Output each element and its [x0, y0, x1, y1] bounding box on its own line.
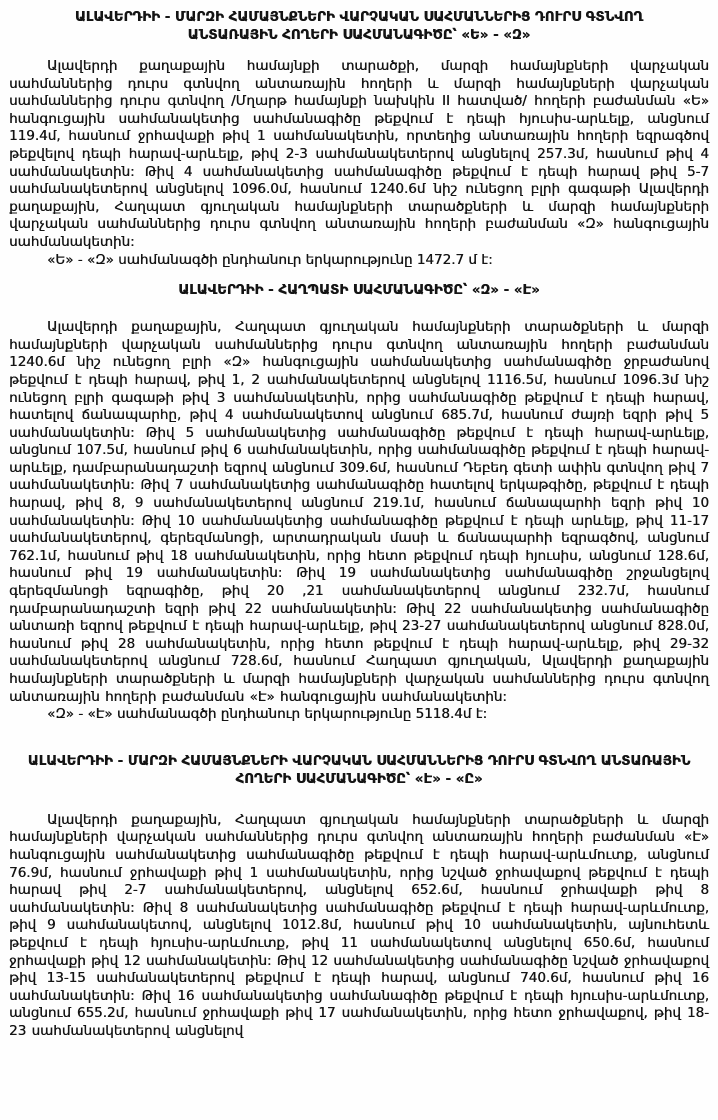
heading-boundary-e-y: ԱԼԱՎԵՐԴԻԻ - ՄԱՐԶԻ ՀԱՄԱՅՆՔՆԵՐԻ ՎԱՐՉԱԿԱՆ ՍԱՀՄԱՆՆԵՐԻՑ ԴՈՒՐՍ ԳՏՆՎՈՂ ԱՆՏԱՌԱՅԻՆ ՀՈՂԵՐԻ ՍԱՀՄԱՆԱԳԻԾԸ՝ «Է» - «Ը» — [27, 753, 691, 787]
heading-boundary-haghpat-z-e: ԱԼԱՎԵՐԴԻԻ - ՀԱՂՊԱՏԻ ՍԱՀՄԱՆԱԳԻԾԸ՝ «Զ» - «Է» — [178, 283, 540, 299]
paragraph-boundary-e-y: Ալավերդի քաղաքային, Հաղպատ գյուղական համայնքների տարածքների և մարզի համայնքների վարչական սահմաններից դուրս գտնվող անտառային հողերի բաժանման «Է» հանգուցային սահմանակետից սահմանագիծը թեքվում է դեպի հարավ-արևմուտք, անցնում 76.9մ, հասնում ջրհավաքի թիվ 1 սահմանակետին, որից նշված ջրհավաքով թեքվում է դեպի հարավ թիվ 2-7 սահմանակետերով, անցնելով 652.6մ, հասնում ջրհավաքի թիվ 8 սահմանակետին: Թիվ 8 սահմանակետից սահմանագիծը թեքվում է դեպի հարավ-արևմուտք, թիվ 9 սահմանակետով, անցնելով 1012.8մ, հասնում թիվ 10 սահմանակետին, այնուհետև թեքվում է դեպի հյուսիս-արևմուտք, թիվ 11 սահմանակետով անցնելով 650.6մ, հասնում ջրհավաքի թիվ 12 սահմանակետին: Թիվ 12 սահմանակետից սահմանագիծը նշված ջրհավաքով թիվ 13-15 սահմանակետերով թեքվում է դեպի հարավ, անցնում 740.6մ, հասնում թիվ 16 սահմանակետին: Թիվ 16 սահմանակետից սահմանագիծը թեքվում է դեպի հյուսիս-արևմուտք, անցնում 655.2մ, հասնում ջրհավաքի թիվ 17 սահմանակետին, որից հետո ջրհավաքով, թիվ 18-23 սահմանակետերով անցնելով — [9, 811, 709, 1039]
paragraph-boundary-z-e: Ալավերդի քաղաքային, Հաղպատ գյուղական համայնքների տարածքների և մարզի համայնքների վարչական սահմաններից դուրս գտնվող անտառային հողերի բաժանման 1240.6մ նիշ ունեցող բլրի «Զ» հանգուցային սահմանակետից սահմանագիծը ջրբաժանով թեքվում է դեպի հարավ, թիվ 1, 2 սահմանակետերով անցնելով 1116.5մ, հասնում 1096.3մ նիշ ունեցող բլրի գագաթի թիվ 3 սահմանակետին, որից սահմանագիծը թեքվում է դեպի հարավ, հատելով ճանապարհը, թիվ 4 սահմանակետով անցնում 685.7մ, հասնում ժայռի եզրի թիվ 5 սահմանակետին: Թիվ 5 սահմանակետից սահմանագիծը թեքվում է դեպի հարավ-արևելք, անցնում 107.5մ, հասնում թիվ 6 սահմանակետին, որից սահմանագիծը թեքվում է դեպի հարավ-արևելք, դամբարանադաշտի եզրով անցնում 309.6մ, հասնում Դեբեդ գետի ափին գտնվող թիվ 7 սահմանակետին: Թիվ 7 սահմանակետից սահմանագիծը հատելով երկաթգիծը, թեքվում է դեպի հարավ, թիվ 8, 9 սահմանակետերով անցնում 219.1մ, հասնում ճանապարհի եզրի թիվ 10 սահմանակետին: Թիվ 10 սահմանակետից սահմանագիծը թեքվում է դեպի արևելք, թիվ 11-17 սահմանակետերով, գերեզմանոցի, արտադրական մասի և ճանապարհի եզրագծով, անցնում 762.1մ, հասնում թիվ 18 սահմանակետին, որից հետո թեքվում դեպի հյուսիս, անցնում 128.6մ, հասնում թիվ 19 սահմանակետին: Թիվ 19 սահմանակետից սահմանագիծը շրջանցելով գերեզմանոցի եզրագիծը, թիվ 20 ,21 սահմանակետերով անցնում 232.7մ, հասնում դամբարանադաշտի եզրի թիվ 22 սահմանակետին: Թիվ 22 սահմանակետից սահմանագիծը անտառի եզրով թեքվում է դեպի հարավ-արևելք, թիվ 23-27 սահմանակետերով անցնում 828.0մ, հասնում թիվ 28 սահմանակետին, որից հետո թեքվում է դեպի հարավ-արևելք, թիվ 29-32 սահմանակետերով անցնում 728.6մ, հասնում Հաղպատ գյուղական, Ալավերդի քաղաքային համայնքների տարածքների և մարզի համայնքների վարչական սահմաններից դուրս գտնվող անտառային հողերի բաժանման «Է» հանգուցային սահմանակետին: — [9, 319, 709, 705]
length-note-z-e: «Զ» - «Է» սահմանագծի ընդհանուր երկարությունը 5118.4մ է: — [47, 706, 488, 723]
length-note-e-z: «Ե» - «Զ» սահմանագծի ընդհանուր երկարությունը 1472.7 մ է: — [47, 251, 493, 268]
paragraph-boundary-e-z: Ալավերդի քաղաքային համայնքի տարածքի, մարզի համայնքների վարչական սահմաններից դուրս գտնվող անտառային հողերի և մարզի համայնքների վարչական սահմաններից դուրս գտնվող /Մղարթ համայնքի նախկին II հատված/ հողերի բաժանման «Ե» հանգուցային սահմանակետից սահմանագիծը թեքվում է դեպի հյուսիս-արևելք, անցնում 119.4մ, հասնում ջրհավաքի թիվ 1 սահմանակետին, որտեղից անտառային հողերի եզրագծով թեքվելով դեպի հարավ-արևելք, թիվ 2-3 սահմանակետերով անցնելով 257.3մ, հասնում թիվ 4 սահմանակետին: Թիվ 4 սահմանակետից սահմանագիծը թեքվում է դեպի հարավ թիվ 5-7 սահմանակետերով անցնելով 1096.0մ, հասնում 1240.6մ նիշ ունեցող բլրի գագաթի Ալավերդի քաղաքային, Հաղպատ գյուղական համայնքների տարածքների և մարզի համայնքների վարչական սահմաններից դուրս գտնվող անտառային հողերի բաժանման «Զ» հանգուցային սահմանակետին: — [9, 58, 709, 250]
document-title-boundary-e-z: ԱԼԱՎԵՐԴԻԻ - ՄԱՐԶԻ ՀԱՄԱՅՆՔՆԵՐԻ ՎԱՐՉԱԿԱՆ ՍԱՀՄԱՆՆԵՐԻՑ ԴՈՒՐՍ ԳՏՆՎՈՂ ԱՆՏԱՌԱՅԻՆ ՀՈՂԵՐԻ ՍԱՀՄԱՆԱԳԻԾԸ՝ «Ե» - «Զ» — [74, 10, 644, 43]
